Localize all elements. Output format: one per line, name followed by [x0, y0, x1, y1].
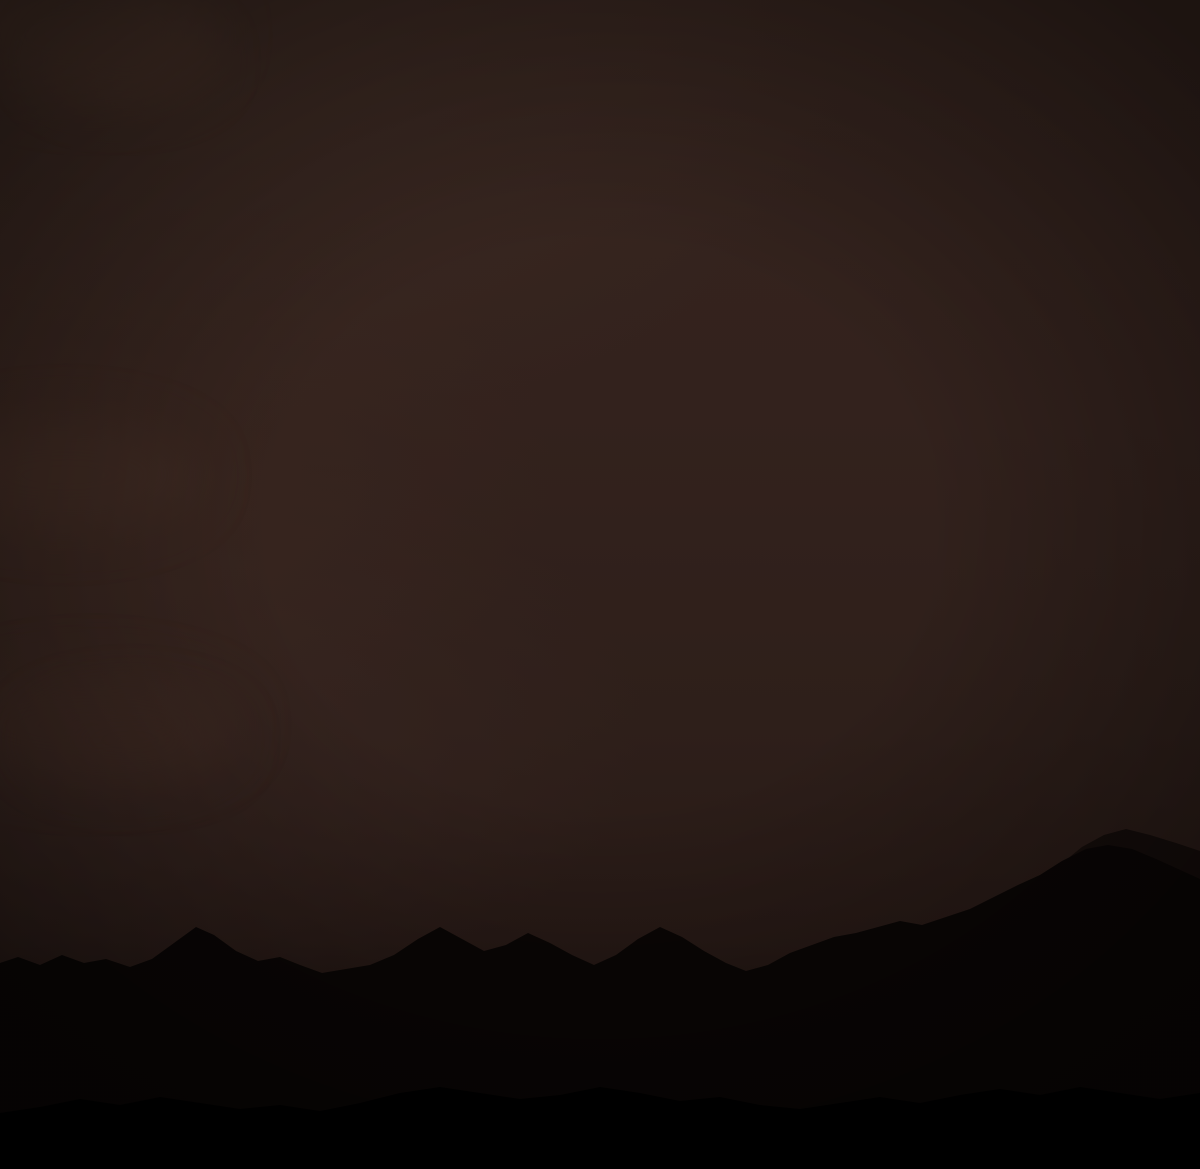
cloud-haze-left-lower-secondary: [30, 700, 230, 780]
foreground-terrain: [0, 1049, 1200, 1169]
cloud-haze-upper-left-secondary: [40, 20, 210, 100]
